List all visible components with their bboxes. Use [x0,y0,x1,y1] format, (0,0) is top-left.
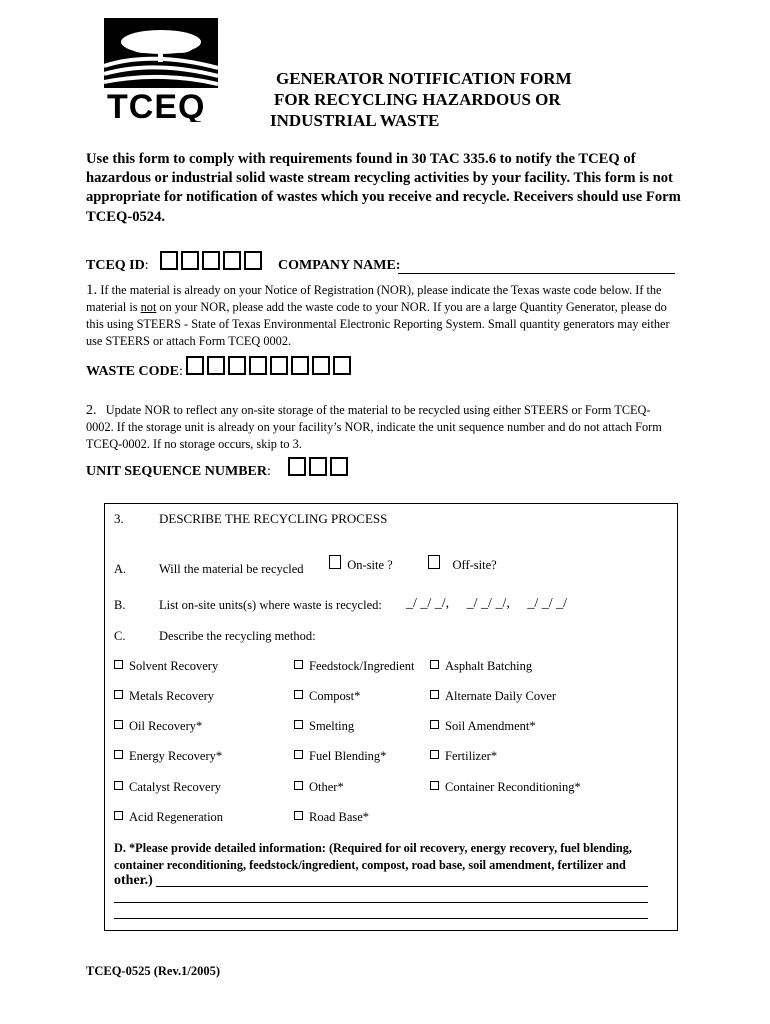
method-checkbox[interactable] [294,720,303,729]
method-label: Smelting [309,719,355,733]
section-1-text-a: If the material is already on your Notice of Registration (NOR), please indicate the Texas waste code below. If the material is [86,283,662,314]
offsite-checkbox[interactable] [428,555,440,569]
section-1-not: not [140,300,157,314]
method-option[interactable] [430,780,581,795]
method-label: Asphalt Batching [445,659,533,673]
method-option[interactable] [114,749,222,764]
tceq-id-digit-box[interactable] [160,251,178,270]
method-option[interactable] [294,719,354,734]
waste-code-digit-box[interactable] [186,356,204,375]
unit-sequence-digit-box[interactable] [288,457,306,476]
method-label: Oil Recovery* [129,719,203,733]
method-label: Other* [309,780,344,794]
details-line-2[interactable] [114,902,648,903]
method-label: Metals Recovery [129,689,215,703]
waste-code-input[interactable] [186,356,354,379]
unit-sequence-digit-box[interactable] [309,457,327,476]
method-label: Road Base* [309,810,370,824]
method-label: Fertilizer* [445,749,498,763]
method-label: Catalyst Recovery [129,780,221,794]
method-checkbox[interactable] [114,811,123,820]
waste-code-digit-box[interactable] [228,356,246,375]
section-1-text-b: on your NOR, please add the waste code to your NOR. If you are a large Quantity Generator, please do this using STEERS - State of Texas Environmental Electronic Reporting System. Small quantity generators may either use STEERS or attach Form TCEQ 0002. [86,300,670,348]
details-line-1[interactable] [156,886,648,887]
method-label: Acid Regeneration [129,810,224,824]
onsite-option[interactable] [329,555,393,573]
method-checkbox[interactable] [294,660,303,669]
method-checkbox[interactable] [114,781,123,790]
section-3-number: 3. [114,511,124,526]
method-label: Compost* [309,689,361,703]
tceq-id-digit-box[interactable] [223,251,241,270]
method-option[interactable] [114,719,202,734]
method-checkbox[interactable] [294,811,303,820]
method-checkbox[interactable] [114,690,123,699]
unit-sequence-row [86,464,271,480]
method-option[interactable] [114,659,218,674]
method-option[interactable] [294,659,415,674]
form-title [270,68,572,131]
unit-sequence-colon: : [267,464,271,479]
title-line-2: FOR RECYCLING HAZARDOUS OR [274,90,561,109]
method-checkbox[interactable] [430,690,439,699]
tceq-logo-icon [104,18,218,122]
question-c-text: Describe the recycling method: [159,629,316,643]
unit-sequence-digit-box[interactable] [330,457,348,476]
question-a-letter: A. [114,562,127,576]
waste-code-digit-box[interactable] [207,356,225,375]
method-label: Energy Recovery* [129,749,223,763]
method-label: Feedstock/Ingredient [309,659,415,673]
waste-code-digit-box[interactable] [291,356,309,375]
tceq-id-digit-box[interactable] [244,251,262,270]
method-checkbox[interactable] [294,690,303,699]
waste-code-label: WASTE CODE [86,364,179,379]
method-checkbox[interactable] [430,781,439,790]
waste-code-row [86,364,183,380]
method-option[interactable] [114,689,214,704]
title-line-3: INDUSTRIAL WASTE [270,111,440,130]
unit-sequence-label: UNIT SEQUENCE NUMBER [86,464,267,479]
method-checkbox[interactable] [114,750,123,759]
offsite-label: Off-site? [452,558,497,572]
onsite-checkbox[interactable] [329,555,341,569]
title-line-1: GENERATOR NOTIFICATION FORM [276,69,572,88]
company-name-label: COMPANY NAME: [278,258,401,273]
method-option[interactable] [294,780,344,795]
method-checkbox[interactable] [430,720,439,729]
method-option[interactable] [114,810,223,825]
question-c-letter: C. [114,629,126,643]
method-option[interactable] [294,749,386,764]
waste-code-digit-box[interactable] [270,356,288,375]
method-option[interactable] [430,749,497,764]
details-line-3[interactable] [114,918,648,919]
tceq-id-colon: : [144,258,149,273]
question-d-other: other.) [114,873,153,888]
tceq-id-digit-box[interactable] [202,251,220,270]
method-checkbox[interactable] [430,750,439,759]
unit-sequence-input[interactable] [288,457,351,480]
method-option[interactable] [430,659,532,674]
method-checkbox[interactable] [430,660,439,669]
method-option[interactable] [430,719,536,734]
question-b-letter: B. [114,598,126,612]
section-1-number: 1. [86,282,98,298]
section-2-text: Update NOR to reflect any on-site storage of the material to be recycled using either STEERS or Form TCEQ-0002. If the storage unit is already on your facility’s NOR, indicate the unit sequence number and do not attach Form TCEQ-0002. If no storage occurs, skip to 3. [86,403,662,451]
section-2-paragraph [86,402,678,453]
intro-paragraph: Use this form to comply with requirements found in 30 TAC 335.6 to notify the TCEQ of hazardous or industrial solid waste stream recycling activities by your facility. This form is not appropriate for notification of wastes which you receive and recycle. Receivers should use Form TCEQ-0524. [86,151,681,225]
tceq-id-row [86,258,149,274]
method-label: Soil Amendment* [445,719,536,733]
tceq-id-label: TCEQ ID [86,258,145,273]
method-option[interactable] [294,810,369,825]
section-2-number: 2. [86,403,97,418]
method-checkbox[interactable] [114,720,123,729]
method-label: Fuel Blending* [309,749,387,763]
question-a-text: Will the material be recycled [159,562,304,576]
method-option[interactable] [294,689,360,704]
method-option[interactable] [114,780,221,795]
form-number-footer: TCEQ-0525 (Rev.1/2005) [86,964,221,978]
section-3-heading: DESCRIBE THE RECYCLING PROCESS [159,511,388,526]
question-b-text: List on-site units(s) where waste is recycled: [159,598,382,612]
waste-code-colon: : [178,364,183,379]
method-label: Alternate Daily Cover [445,689,557,703]
company-name-field[interactable] [398,258,675,274]
tceq-logo [104,18,218,122]
method-checkbox[interactable] [294,781,303,790]
waste-code-digit-box[interactable] [312,356,330,375]
onsite-label: On-site ? [347,558,393,572]
question-d-text: D. *Please provide detailed information: (Required for oil recovery, energy recovery, fuel blending, container reconditioning, feedstock/ingredient, compost, road base, soil amendment, fertilizer and [114,841,632,872]
method-label: Solvent Recovery [129,659,219,673]
offsite-option[interactable] [428,555,497,573]
section-1-paragraph [86,282,678,350]
method-checkbox[interactable] [294,750,303,759]
method-label: Container Reconditioning* [445,780,581,794]
logo-text: TCEQ [107,88,206,122]
method-checkbox[interactable] [114,660,123,669]
waste-code-digit-box[interactable] [333,356,351,375]
method-option[interactable] [430,689,556,704]
waste-code-digit-box[interactable] [249,356,267,375]
tceq-id-input[interactable] [160,251,265,274]
tceq-id-digit-box[interactable] [181,251,199,270]
onsite-units-blanks[interactable]: _/ _/ _/, _/ _/ _/, _/ _/ _/ [406,596,568,611]
